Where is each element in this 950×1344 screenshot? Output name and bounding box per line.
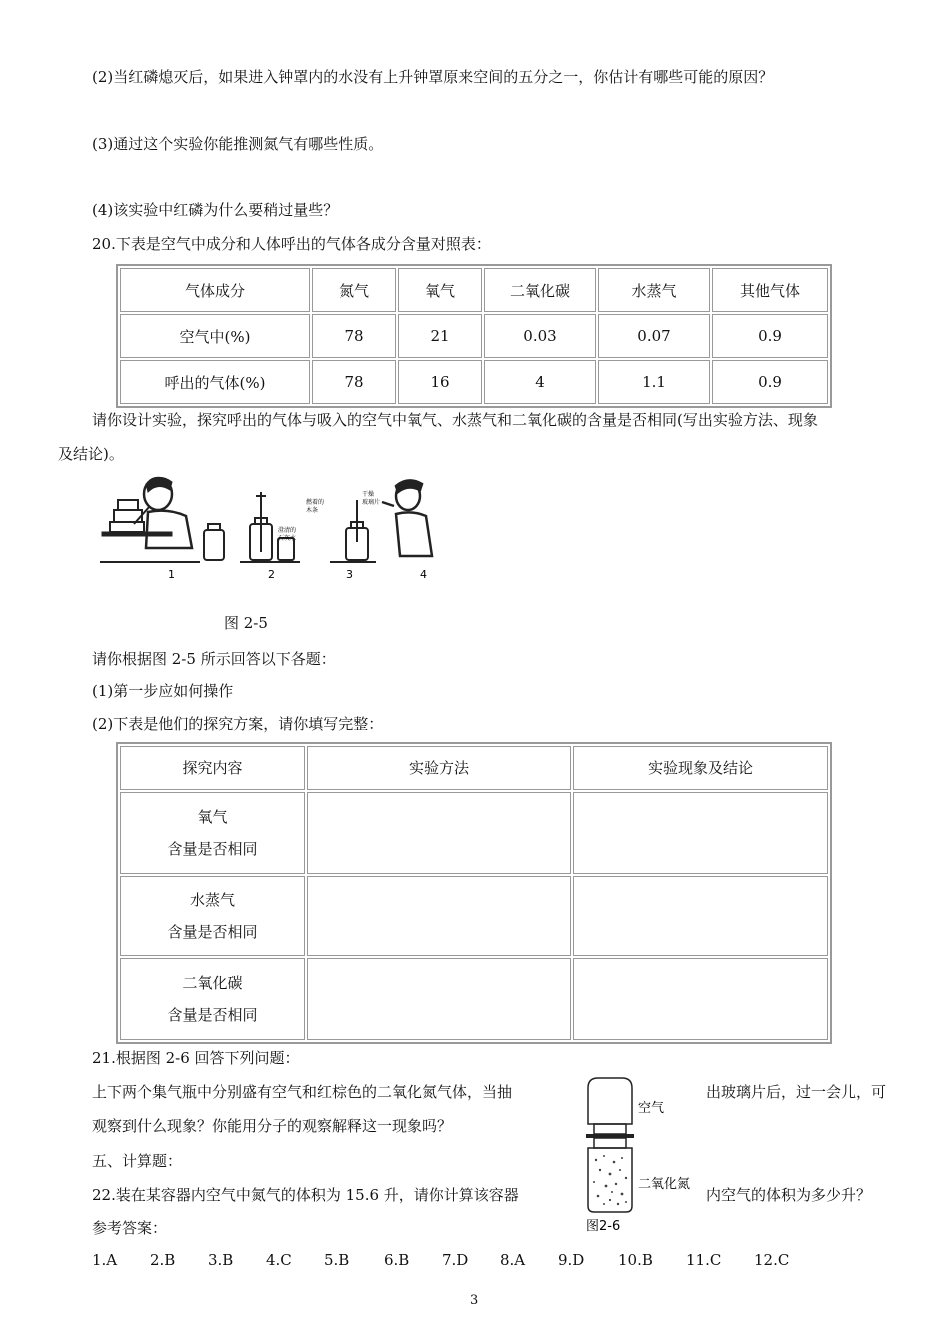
answer-2: 2.B <box>150 1251 176 1269</box>
table-cell: 78 <box>312 314 396 358</box>
row-label: 空气中(%) <box>120 314 310 358</box>
person-glass-plate-illustration <box>382 480 432 556</box>
tiny-label: 石灰水 <box>278 535 297 542</box>
answer-5: 5.B <box>324 1251 350 1269</box>
q22-part-a: 22.装在某容器内空气中氮气的体积为 15.6 升，请你计算该容器 <box>92 1186 519 1204</box>
answer-cell[interactable] <box>307 792 571 874</box>
table-row <box>120 360 828 404</box>
table-row <box>120 876 828 956</box>
table-cell: 0.07 <box>598 314 710 358</box>
q19-part2: (2)当红磷熄灭后，如果进入钟罩内的水没有上升钟罩原来空间的五分之一，你估计有哪些可能的原因？ <box>92 68 774 86</box>
answer-3: 3.B <box>208 1251 234 1269</box>
row-label-line: 水蒸气 <box>189 891 235 909</box>
q20-task-line1: 请你设计实验，探究呼出的气体与吸入的空气中氧气、水蒸气和二氧化碳的含量是否相同(写出实验方法、现象 <box>92 411 818 429</box>
tiny-label: 玻璃片 <box>362 499 381 506</box>
page-number: 3 <box>470 1293 479 1308</box>
table-header-row <box>120 746 828 790</box>
header-cell: 氧气 <box>398 268 482 312</box>
label-nitrogen-dioxide: 二氧化氮 <box>638 1177 691 1192</box>
gas-diffusion-illustration-fig-2-6 <box>580 1076 700 1236</box>
row-label <box>120 876 305 956</box>
table-cell: 0.03 <box>484 314 596 358</box>
answer-cell[interactable] <box>307 958 571 1040</box>
header-cell: 实验方法 <box>307 746 571 790</box>
answer-12: 12.C <box>754 1251 790 1269</box>
answer-cell[interactable] <box>573 876 828 956</box>
answer-cell[interactable] <box>573 792 828 874</box>
table-header-row <box>120 268 828 312</box>
row-label-line: 氧气 <box>197 808 228 826</box>
answer-9: 9.D <box>558 1251 585 1269</box>
table-row <box>120 958 828 1040</box>
q20-task-line2: 及结论)。 <box>58 445 124 463</box>
q21-line1b: 出玻璃片后，过一会儿，可 <box>706 1083 887 1101</box>
answer-cell[interactable] <box>573 958 828 1040</box>
table-cell: 1.1 <box>598 360 710 404</box>
experiment-illustration-fig-2-5 <box>100 472 440 584</box>
table-row <box>120 314 828 358</box>
q20-intro: 20.下表是空气中成分和人体呼出的气体各成分含量对照表： <box>92 235 491 253</box>
burning-splint-illustration <box>330 500 376 562</box>
lower-gas-jar-icon <box>588 1138 632 1212</box>
row-label: 呼出的气体(%) <box>120 360 310 404</box>
answer-8: 8.A <box>500 1251 526 1269</box>
figure-label-2: 2 <box>268 568 275 581</box>
person-blowing-illustration <box>100 477 200 562</box>
upper-gas-jar-icon <box>588 1078 632 1134</box>
table-cell: 0.9 <box>712 314 828 358</box>
q19-part4: (4)该实验中红磷为什么要稍过量些？ <box>92 201 339 219</box>
header-cell: 氮气 <box>312 268 396 312</box>
figure-label-3: 3 <box>346 568 353 581</box>
q20-step2: (2)下表是他们的探究方案，请你填写完整： <box>92 715 384 733</box>
header-cell: 气体成分 <box>120 268 310 312</box>
q21-line1a: 上下两个集气瓶中分别盛有空气和红棕色的二氧化氮气体，当抽 <box>92 1083 513 1101</box>
label-air: 空气 <box>638 1101 665 1116</box>
table-cell: 0.9 <box>712 360 828 404</box>
answer-11: 11.C <box>686 1251 722 1269</box>
figure-label-4: 4 <box>420 568 427 581</box>
answer-4: 4.C <box>266 1251 292 1269</box>
answer-6: 6.B <box>384 1251 410 1269</box>
row-label-line: 含量是否相同 <box>167 840 258 858</box>
header-cell: 实验现象及结论 <box>573 746 828 790</box>
tiny-label: 木条 <box>306 507 319 514</box>
header-cell: 水蒸气 <box>598 268 710 312</box>
q20-ask: 请你根据图 2-5 所示回答以下各题： <box>92 650 336 668</box>
table-cell: 4 <box>484 360 596 404</box>
answer-1: 1.A <box>92 1251 118 1269</box>
q19-part3: (3)通过这个实验你能推测氮气有哪些性质。 <box>92 135 384 153</box>
row-label <box>120 792 305 874</box>
q21-title: 21.根据图 2-6 回答下列问题： <box>92 1049 300 1067</box>
table-cell: 16 <box>398 360 482 404</box>
header-cell: 二氧化碳 <box>484 268 596 312</box>
figure-caption-2-5: 图 2-5 <box>224 614 268 632</box>
answer-7: 7.D <box>442 1251 469 1269</box>
answer-cell[interactable] <box>307 876 571 956</box>
figure-caption-2-6: 图2-6 <box>586 1219 621 1234</box>
table-cell: 21 <box>398 314 482 358</box>
answers-title: 参考答案： <box>92 1219 168 1237</box>
section-5-title: 五、计算题： <box>92 1152 183 1170</box>
table-cell: 78 <box>312 360 396 404</box>
experiment-plan-table <box>116 742 832 1044</box>
bottle-icon <box>204 524 224 560</box>
header-cell: 探究内容 <box>120 746 305 790</box>
answer-10: 10.B <box>618 1251 653 1269</box>
row-label-line: 含量是否相同 <box>167 1006 258 1024</box>
row-label <box>120 958 305 1040</box>
tiny-label: 澄清的 <box>278 527 297 534</box>
row-label-line: 含量是否相同 <box>167 923 258 941</box>
q21-line2: 观察到什么现象？你能用分子的观察解释这一现象吗？ <box>92 1117 453 1135</box>
figure-label-1: 1 <box>168 568 175 581</box>
gas-composition-table <box>116 264 832 408</box>
q20-step1: (1)第一步应如何操作 <box>92 682 234 700</box>
q22-part-b: 内空气的体积为多少升？ <box>706 1186 872 1204</box>
row-label-line: 二氧化碳 <box>182 974 243 992</box>
header-cell: 其他气体 <box>712 268 828 312</box>
tiny-label: 燃着的 <box>306 499 325 506</box>
table-row <box>120 792 828 874</box>
tiny-label: 干燥 <box>362 491 375 498</box>
